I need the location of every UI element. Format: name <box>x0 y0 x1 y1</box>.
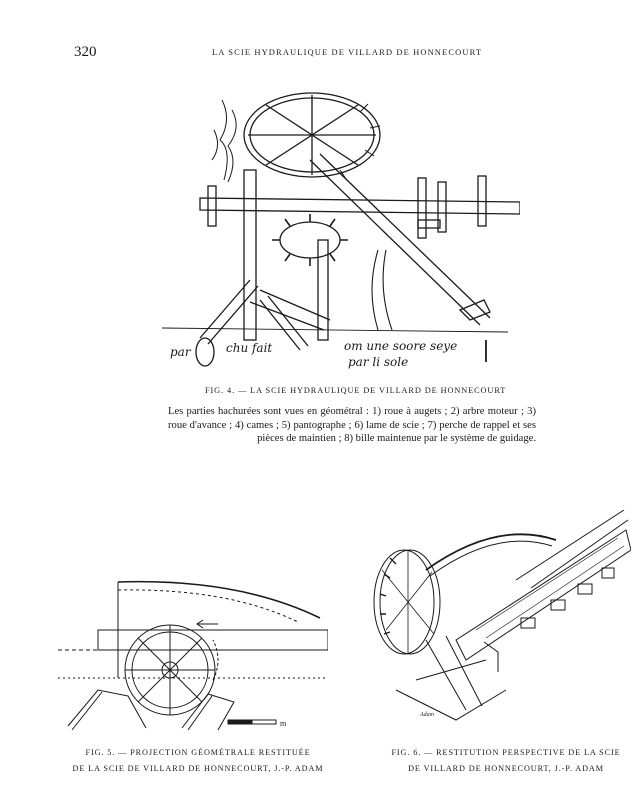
scale-label: m <box>280 719 287 728</box>
hand-text-right-1: om une soore seye <box>344 339 458 353</box>
figure-4-legend: Les parties hachurées sont vues en géométral : 1) roue à augets ; 2) arbre moteur ; 3) roue d'avance ; 4) cames ; 5) pantographe ; 6) lame de scie ; 7) perche de rappel et ses pièces de maintien ; 8) bille maintenue par le système de guidage. <box>168 406 536 444</box>
perspective-frame <box>396 636 506 720</box>
feed-wheel <box>280 222 340 258</box>
figure-5-elevation <box>58 578 328 738</box>
figure-4-caption: FIG. 4. — LA SCIE HYDRAULIQUE DE VILLARD DE HONNECOURT <box>205 386 507 395</box>
figure-5-caption-line-2: DE LA SCIE DE VILLARD DE HONNECOURT, J.-P. ADAM <box>72 764 324 773</box>
recoil-pole <box>310 154 490 325</box>
recoil-pole-arc <box>118 582 320 618</box>
figure-6-caption-line-2: DE VILLARD DE HONNECOURT, J.-P. ADAM <box>408 764 604 773</box>
hand-text-right-2: par li sole <box>348 355 409 369</box>
support-legs <box>68 690 234 730</box>
figure-5-caption-line-1: FIG. 5. — PROJECTION GÉOMÉTRALE RESTITUÉE <box>85 748 311 757</box>
log-beam <box>456 530 631 660</box>
artist-signature: Adam <box>420 712 434 718</box>
recoil-arch <box>426 534 556 570</box>
page-number: 320 <box>74 44 97 60</box>
hand-text-left: par <box>170 345 191 359</box>
figure-6-caption <box>372 745 640 777</box>
figure-6-perspective <box>356 510 631 730</box>
hand-text-middle: chu fait <box>226 341 273 355</box>
support-blocks <box>521 568 614 628</box>
perspective-wheel <box>374 550 434 654</box>
tree-trunk <box>372 250 392 330</box>
figure-4-sketch <box>160 90 520 390</box>
pantograph <box>200 280 330 344</box>
cross-beam <box>200 198 520 214</box>
running-title: LA SCIE HYDRAULIQUE DE VILLARD DE HONNECOURT <box>212 47 483 57</box>
figure-5-caption <box>58 745 338 777</box>
figure-6-caption-line-1: FIG. 6. — RESTITUTION PERSPECTIVE DE LA SCIE <box>391 748 621 757</box>
scale-bar <box>228 720 276 724</box>
flame-hatching <box>212 100 236 182</box>
frame-post-left <box>244 170 256 340</box>
